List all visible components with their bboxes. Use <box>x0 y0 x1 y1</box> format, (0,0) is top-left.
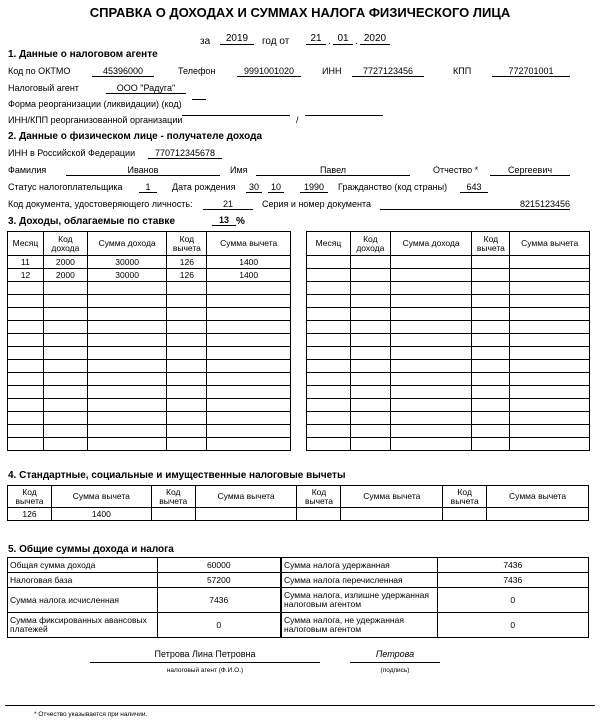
empty-cell <box>8 425 44 438</box>
empty-cell <box>390 373 472 386</box>
name-value: Павел <box>256 165 410 176</box>
empty-cell <box>443 508 487 521</box>
empty-cell <box>510 438 590 451</box>
income-code-cell: 2000 <box>43 256 87 269</box>
empty-cell <box>307 438 351 451</box>
income-table-right <box>306 231 590 451</box>
empty-cell <box>350 399 390 412</box>
empty-cell <box>87 438 167 451</box>
empty-cell <box>8 386 44 399</box>
deduction-sum-cell: 1400 <box>51 508 151 521</box>
empty-cell <box>167 425 207 438</box>
empty-cell <box>43 438 87 451</box>
deduction-code-header: Код вычета <box>443 486 487 508</box>
empty-cell <box>350 282 390 295</box>
empty-cell <box>207 347 291 360</box>
tax-over-withheld-value: 0 <box>437 588 588 613</box>
deduction-code-cell: 126 <box>8 508 52 521</box>
oktmo-label: Код по ОКТМО <box>8 66 71 76</box>
empty-cell <box>307 360 351 373</box>
empty-cell <box>87 295 167 308</box>
deduction-sum-header: Сумма вычета <box>341 486 443 508</box>
doc-code-label: Код документа, удостоверяющего личность: <box>8 199 193 209</box>
deductions-table <box>7 485 589 521</box>
empty-cell <box>207 373 291 386</box>
fio-caption: налоговый агент (Ф.И.О.) <box>166 667 244 674</box>
citizenship-label: Гражданство (код страны) <box>338 182 448 192</box>
table-row <box>8 282 291 295</box>
empty-cell <box>510 256 590 269</box>
date-day: 21 <box>306 34 326 45</box>
empty-cell <box>350 308 390 321</box>
empty-cell <box>472 295 510 308</box>
empty-cell <box>87 425 167 438</box>
empty-cell <box>472 360 510 373</box>
empty-cell <box>510 308 590 321</box>
empty-cell <box>167 438 207 451</box>
tax-withheld-label: Сумма налога удержанная <box>282 558 438 573</box>
empty-cell <box>43 386 87 399</box>
empty-cell <box>350 321 390 334</box>
dob-month: 10 <box>268 182 284 193</box>
slash: / <box>296 115 299 125</box>
empty-cell <box>43 412 87 425</box>
empty-cell <box>390 425 472 438</box>
table-row <box>8 386 291 399</box>
table-row <box>307 399 590 412</box>
month-header: Месяц <box>8 232 44 256</box>
empty-cell <box>8 282 44 295</box>
totals-table-right <box>281 557 589 638</box>
reorg-inn-value <box>182 115 290 116</box>
dob-day: 30 <box>246 182 262 193</box>
empty-cell <box>87 347 167 360</box>
empty-cell <box>207 308 291 321</box>
date-dot: . <box>355 36 358 47</box>
empty-cell <box>167 308 207 321</box>
empty-cell <box>307 399 351 412</box>
empty-cell <box>487 508 589 521</box>
table-row <box>8 334 291 347</box>
income-code-header: Код дохода <box>43 232 87 256</box>
tax-transferred-label: Сумма налога перечисленная <box>282 573 438 588</box>
deduction-sum-header: Сумма вычета <box>207 232 291 256</box>
empty-cell <box>307 386 351 399</box>
deduction-code-header: Код вычета <box>151 486 195 508</box>
empty-cell <box>472 269 510 282</box>
empty-cell <box>207 399 291 412</box>
table-row <box>8 399 291 412</box>
za-label: за <box>200 36 211 47</box>
empty-cell <box>167 334 207 347</box>
month-cell: 11 <box>8 256 44 269</box>
tax-over-withheld-label: Сумма налога, излишне удержанная налоговым агентом <box>282 588 438 613</box>
empty-cell <box>350 295 390 308</box>
empty-cell <box>87 360 167 373</box>
empty-cell <box>472 282 510 295</box>
date-dot: . <box>328 36 331 47</box>
reorg-form-label: Форма реорганизации (ликвидации) (код) <box>8 99 182 109</box>
tax-calculated-value: 7436 <box>157 588 280 613</box>
empty-cell <box>390 256 472 269</box>
date-year: 2020 <box>360 34 390 45</box>
income-sum-header: Сумма дохода <box>87 232 167 256</box>
table-row <box>8 347 291 360</box>
report-year: 2019 <box>220 34 254 45</box>
table-row <box>307 308 590 321</box>
table-row <box>307 269 590 282</box>
empty-cell <box>307 256 351 269</box>
income-code-cell: 2000 <box>43 269 87 282</box>
empty-cell <box>510 412 590 425</box>
empty-cell <box>510 269 590 282</box>
empty-cell <box>8 438 44 451</box>
table-row <box>307 386 590 399</box>
section-2-title: 2. Данные о физическом лице - получателе дохода <box>8 131 263 142</box>
footnote: * Отчество указывается при наличии. <box>34 711 148 718</box>
empty-cell <box>87 373 167 386</box>
empty-cell <box>207 282 291 295</box>
table-row <box>8 508 589 521</box>
tax-rate-pct: % <box>236 216 245 227</box>
name-label: Имя <box>230 165 248 175</box>
empty-cell <box>350 412 390 425</box>
phone-label: Телефон <box>178 66 216 76</box>
empty-cell <box>390 321 472 334</box>
empty-cell <box>195 508 297 521</box>
deduction-sum-header: Сумма вычета <box>51 486 151 508</box>
empty-cell <box>350 425 390 438</box>
agent-inn-value: 7727123456 <box>352 66 424 77</box>
empty-cell <box>87 321 167 334</box>
deduction-sum-header: Сумма вычета <box>510 232 590 256</box>
section-5-title: 5. Общие суммы дохода и налога <box>8 544 174 555</box>
section-1-title: 1. Данные о налоговом агенте <box>8 49 158 60</box>
empty-cell <box>43 321 87 334</box>
empty-cell <box>207 334 291 347</box>
empty-cell <box>43 308 87 321</box>
deduction-sum-header: Сумма вычета <box>487 486 589 508</box>
empty-cell <box>510 282 590 295</box>
table-row <box>307 282 590 295</box>
agent-fio: Петрова Лина Петровна <box>154 649 256 659</box>
empty-cell <box>307 308 351 321</box>
section-3-title: 3. Доходы, облагаемые по ставке <box>8 216 176 227</box>
table-row <box>307 438 590 451</box>
tax-base-value: 57200 <box>157 573 280 588</box>
table-row <box>307 412 590 425</box>
tax-withheld-value: 7436 <box>437 558 588 573</box>
empty-cell <box>167 347 207 360</box>
empty-cell <box>472 438 510 451</box>
section-4-title: 4. Стандартные, социальные и имущественные налоговые вычеты <box>8 470 346 481</box>
table-row <box>8 256 291 269</box>
empty-cell <box>307 425 351 438</box>
table-row <box>307 334 590 347</box>
empty-cell <box>87 282 167 295</box>
empty-cell <box>390 334 472 347</box>
empty-cell <box>472 412 510 425</box>
agent-value: ООО "Радуга" <box>106 83 186 94</box>
empty-cell <box>43 282 87 295</box>
empty-cell <box>167 412 207 425</box>
empty-cell <box>472 334 510 347</box>
empty-cell <box>472 373 510 386</box>
table-row <box>307 360 590 373</box>
empty-cell <box>307 282 351 295</box>
fixed-advance-label: Сумма фиксированных авансовых платежей <box>8 613 158 638</box>
form-title: СПРАВКА О ДОХОДАХ И СУММАХ НАЛОГА ФИЗИЧЕСКОГО ЛИЦА <box>89 5 511 20</box>
empty-cell <box>207 386 291 399</box>
table-row <box>8 360 291 373</box>
empty-cell <box>167 321 207 334</box>
empty-cell <box>350 256 390 269</box>
empty-cell <box>43 373 87 386</box>
fio-line <box>90 662 320 663</box>
empty-cell <box>207 360 291 373</box>
deduction-sum-cell: 1400 <box>207 269 291 282</box>
tax-base-label: Налоговая база <box>8 573 158 588</box>
patronymic-value: Сергеевич <box>490 165 570 176</box>
empty-cell <box>350 386 390 399</box>
status-value: 1 <box>139 182 157 193</box>
tax-calculated-label: Сумма налога исчисленная <box>8 588 158 613</box>
surname-value: Иванов <box>66 165 220 176</box>
table-row <box>8 308 291 321</box>
empty-cell <box>510 334 590 347</box>
footer-divider <box>5 705 595 706</box>
empty-cell <box>390 399 472 412</box>
empty-cell <box>43 295 87 308</box>
empty-cell <box>307 269 351 282</box>
table-row <box>307 373 590 386</box>
reorg-kpp-value <box>305 115 383 116</box>
empty-cell <box>43 425 87 438</box>
deduction-code-header: Код вычета <box>472 232 510 256</box>
deduction-sum-header: Сумма вычета <box>195 486 297 508</box>
table-row <box>307 321 590 334</box>
empty-cell <box>87 386 167 399</box>
empty-cell <box>472 399 510 412</box>
empty-cell <box>8 360 44 373</box>
deduction-code-header: Код вычета <box>297 486 341 508</box>
oktmo-value: 45396000 <box>92 66 154 77</box>
tax-rate-value: 13 <box>212 215 236 226</box>
income-sum-header: Сумма дохода <box>390 232 472 256</box>
empty-cell <box>350 438 390 451</box>
totals-table-left <box>7 557 281 638</box>
empty-cell <box>472 386 510 399</box>
income-code-header: Код дохода <box>350 232 390 256</box>
doc-code-value: 21 <box>203 199 253 210</box>
empty-cell <box>43 347 87 360</box>
dob-year: 1990 <box>300 182 328 193</box>
empty-cell <box>8 412 44 425</box>
month-header: Месяц <box>307 232 351 256</box>
empty-cell <box>510 373 590 386</box>
empty-cell <box>390 360 472 373</box>
doc-series-label: Серия и номер документа <box>262 199 371 209</box>
empty-cell <box>87 399 167 412</box>
deduction-code-cell: 126 <box>167 256 207 269</box>
signature-caption: (подпись) <box>380 667 410 674</box>
table-row <box>307 347 590 360</box>
empty-cell <box>167 360 207 373</box>
empty-cell <box>341 508 443 521</box>
empty-cell <box>350 347 390 360</box>
empty-cell <box>510 399 590 412</box>
deduction-code-header: Код вычета <box>8 486 52 508</box>
empty-cell <box>390 282 472 295</box>
empty-cell <box>307 347 351 360</box>
empty-cell <box>207 321 291 334</box>
empty-cell <box>350 373 390 386</box>
status-label: Статус налогоплательщика <box>8 182 123 192</box>
fixed-advance-value: 0 <box>157 613 280 638</box>
empty-cell <box>87 412 167 425</box>
empty-cell <box>390 386 472 399</box>
table-row <box>307 256 590 269</box>
empty-cell <box>307 334 351 347</box>
surname-label: Фамилия <box>8 165 47 175</box>
table-row <box>8 321 291 334</box>
signature-line <box>350 662 440 663</box>
table-row <box>8 295 291 308</box>
empty-cell <box>207 412 291 425</box>
signature: Петрова <box>375 649 415 659</box>
empty-cell <box>151 508 195 521</box>
income-sum-cell: 30000 <box>87 269 167 282</box>
empty-cell <box>43 399 87 412</box>
agent-inn-label: ИНН <box>322 66 342 76</box>
table-row <box>8 412 291 425</box>
empty-cell <box>350 360 390 373</box>
empty-cell <box>307 373 351 386</box>
empty-cell <box>167 386 207 399</box>
total-income-value: 60000 <box>157 558 280 573</box>
empty-cell <box>307 412 351 425</box>
empty-cell <box>8 334 44 347</box>
empty-cell <box>390 347 472 360</box>
empty-cell <box>472 347 510 360</box>
empty-cell <box>207 425 291 438</box>
empty-cell <box>167 295 207 308</box>
agent-label: Налоговый агент <box>8 83 79 93</box>
empty-cell <box>207 295 291 308</box>
tax-not-withheld-label: Сумма налога, не удержанная налоговым агентом <box>282 613 438 638</box>
deduction-sum-cell: 1400 <box>207 256 291 269</box>
tax-not-withheld-value: 0 <box>437 613 588 638</box>
tax-transferred-value: 7436 <box>437 573 588 588</box>
table-row <box>8 373 291 386</box>
table-row <box>8 269 291 282</box>
empty-cell <box>8 347 44 360</box>
empty-cell <box>8 399 44 412</box>
empty-cell <box>390 438 472 451</box>
empty-cell <box>510 425 590 438</box>
empty-cell <box>8 373 44 386</box>
deduction-code-cell: 126 <box>167 269 207 282</box>
table-row <box>307 295 590 308</box>
empty-cell <box>350 334 390 347</box>
empty-cell <box>390 412 472 425</box>
dob-label: Дата рождения <box>172 182 236 192</box>
empty-cell <box>350 269 390 282</box>
patronymic-label: Отчество * <box>433 165 479 175</box>
deduction-code-header: Код вычета <box>167 232 207 256</box>
empty-cell <box>307 295 351 308</box>
phone-value: 9991001020 <box>237 66 301 77</box>
empty-cell <box>43 334 87 347</box>
empty-cell <box>207 438 291 451</box>
empty-cell <box>472 308 510 321</box>
date-month: 01 <box>333 34 353 45</box>
empty-cell <box>510 386 590 399</box>
person-inn-label: ИНН в Российской Федерации <box>8 148 136 158</box>
empty-cell <box>43 360 87 373</box>
kpp-value: 772701001 <box>492 66 570 77</box>
empty-cell <box>307 321 351 334</box>
table-row <box>8 425 291 438</box>
empty-cell <box>510 295 590 308</box>
empty-cell <box>510 321 590 334</box>
reorg-innkpp-label: ИНН/КПП реорганизованной организации <box>8 115 183 125</box>
empty-cell <box>8 295 44 308</box>
income-table-left <box>7 231 291 451</box>
empty-cell <box>390 308 472 321</box>
income-sum-cell: 30000 <box>87 256 167 269</box>
citizenship-value: 643 <box>460 182 488 193</box>
empty-cell <box>8 321 44 334</box>
empty-cell <box>87 308 167 321</box>
empty-cell <box>472 256 510 269</box>
total-income-label: Общая сумма дохода <box>8 558 158 573</box>
empty-cell <box>472 425 510 438</box>
month-cell: 12 <box>8 269 44 282</box>
reorg-form-value <box>192 99 206 100</box>
doc-series-value: 8215123456 <box>380 199 570 210</box>
empty-cell <box>297 508 341 521</box>
table-row <box>8 438 291 451</box>
table-row <box>307 425 590 438</box>
empty-cell <box>510 360 590 373</box>
empty-cell <box>390 295 472 308</box>
person-inn-value: 770712345678 <box>148 148 222 159</box>
empty-cell <box>167 373 207 386</box>
kpp-label: КПП <box>453 66 472 76</box>
empty-cell <box>87 334 167 347</box>
empty-cell <box>510 347 590 360</box>
empty-cell <box>167 282 207 295</box>
god-ot-label: год от <box>262 36 290 47</box>
empty-cell <box>8 308 44 321</box>
empty-cell <box>167 399 207 412</box>
empty-cell <box>390 269 472 282</box>
empty-cell <box>472 321 510 334</box>
